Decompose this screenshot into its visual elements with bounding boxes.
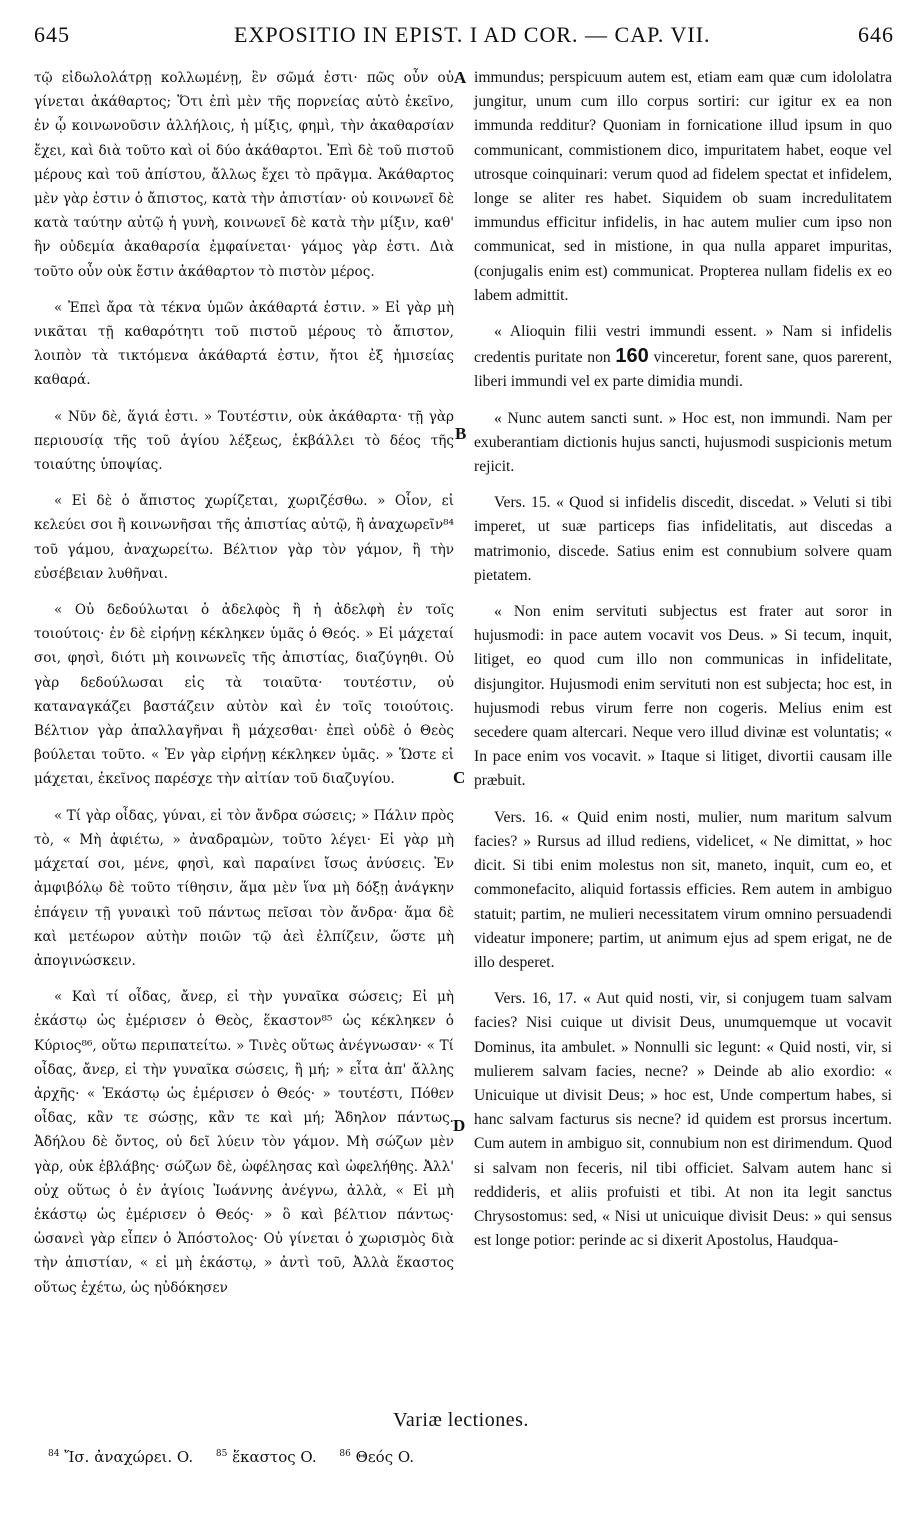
latin-paragraph: « Non enim servituti subjectus est frater aut soror in hujusmodi: in pace autem vocavit vos Deus. » Si tecum, inquit, litiget, eo quod cum illo non communicas in infidelitate, disjungitor. Hujusmodi enim servituti non est subjecta; hoc est, in hujusmodi rebus virum ferre non cogeris. Melius enim est secedere quam altercari. Neque vero illud divinæ est voluntatis; « In pace enim vos vocavit. » Itaque si litiget, divortii causam ille præbuit. <box>474 603 892 790</box>
section-marker-c: C <box>453 768 466 787</box>
greek-column <box>34 66 454 1300</box>
greek-paragraph: « Τί γὰρ οἶδας, γύναι, εἰ τὸν ἄνδρα σώσεις; » Πάλιν πρὸς τὸ, « Μὴ ἀφιέτω, » ἀναδραμὼν, τοῦτο λέγει· Εἰ γὰρ μὴ μάχεταί σοι, μένε, φησὶ, καὶ παραίνει ἴσως ἀνύσεις. Ἐν ἀμφιβόλῳ δὲ τοῦτο τίθησιν, ἅμα μὲν ἵνα μὴ δόξῃ ἀνάγκην ἐπάγειν τῇ γυναικὶ τοῦ πάντως πεῖσαι τὸν ἄνδρα· ἅμα δὲ καὶ μετέωρον αὐτὴν ποιῶν τῷ ἀεὶ ἐλπίζειν, ὥστε μὴ ἀπογινώσκειν. <box>34 807 454 969</box>
greek-paragraph: « Ἐπεὶ ἄρα τὰ τέκνα ὑμῶν ἀκάθαρτά ἐστιν. » Εἰ γὰρ μὴ νικᾶται τῇ καθαρότητι τοῦ πιστοῦ μέρους τὸ ἄπιστον, λοιπὸν τὰ τικτόμενα ἀκάθαρτά ἐστιν, ἤτοι ἐξ ἡμισείας καθαρά. <box>34 299 454 389</box>
column-number: 160 <box>615 345 649 368</box>
section-marker-a: A <box>454 68 467 87</box>
running-title: EXPOSITIO IN EPIST. I AD COR. — CAP. VII. <box>234 22 711 47</box>
footnote <box>48 1448 193 1466</box>
variae-lectiones-heading: Variæ lectiones. <box>393 1409 529 1431</box>
footnote-text: Ἴσ. ἀναχώρει. O. <box>64 1448 194 1466</box>
latin-paragraph: immundus; perspicuum autem est, etiam eam quæ cum idololatra jungitur, unum cum illo corpus sortiri: cur igitur ex ea non immunda redditur? Quoniam in fornicatione illud ipsum in quo communicant, commistionem dico, impuritatem habet, eoque vel utrosque coinquinari: verum quod ad fidelem spectat et infidelem, longe se aliter res habet. Siquidem ob suam incredulitatem immundus efficitur infidelis, in hac autem mulier cum ipso non communicat, sed in mistione, in qua nulla apparet impuritas, (conjugalis enim est) communicat. Propterea nullam fidelis ex eo labem admittit. <box>474 69 892 304</box>
footnote-ref: 86 <box>339 1449 351 1459</box>
latin-paragraph: « Nunc autem sancti sunt. » Hoc est, non immundi. Nam per exuberantiam dictionis hujus sancti, hujusmodi suspicionis metum rejicit. <box>474 409 892 476</box>
footnote-text: ἕκαστος O. <box>232 1448 317 1466</box>
page-number-right: 646 <box>858 22 894 47</box>
section-marker-d: D <box>453 1116 466 1135</box>
latin-column <box>474 66 892 1253</box>
footnote-text: Θεός O. <box>355 1448 415 1466</box>
footnotes <box>48 1448 432 1466</box>
latin-paragraph: Vers. 16. « Quid enim nosti, mulier, num maritum salvum facies? » Rursus ad illud rediens, videlicet, « Ne dimittat, » hoc dicit. Si tibi enim molestus non sit, maneto, inquit, cum eo, et commonefacito, aliquid fortassis efficies. Rem autem in ambiguo statuit; partim, ne mulieri necessitatem virum omnino persuadendi videatur imponere; partim, ut animum ejus ad spem erigat, ne de illo desperet. <box>474 808 892 971</box>
footnote <box>216 1448 317 1466</box>
footnote-ref: 84 <box>48 1449 60 1459</box>
latin-text: « Alioquin filii vestri immundi essent. » Nam si infidelis credentis puritate non <box>474 323 892 367</box>
page-number-left: 645 <box>34 22 70 47</box>
latin-paragraph <box>474 320 892 395</box>
greek-paragraph: τῷ εἰδωλολάτρῃ κολλωμένῃ, ἓν σῶμά ἐστι· πῶς οὖν οὐ γίνεται ἀκάθαρτος; Ὅτι ἐπὶ μὲν τῆς πορνείας αὐτὸ ἐκεῖνο, ἐν ᾧ κοινωνοῦσιν ἀλλήλοις, ἡ μίξις, φημὶ, τὴν ἀκαθαρσίαν ἔχει, καὶ διὰ τοῦτο καὶ οἱ δύο ἀκάθαρτοι. Ἐπὶ δὲ τοῦ πιστοῦ μέρους καὶ τοῦ ἀπίστου, ἄλλως ἔχει τὸ πρᾶγμα. Ἀκάθαρτος μὲν γὰρ ἐστιν ὁ ἄπιστος, κατὰ τὴν ἀπιστίαν· οὐ κοινωνεῖ δὲ κατὰ ταύτην αὐτῷ ἡ γυνὴ, κοινωνεῖ δὲ κατὰ τὴν μίξιν, καθ' ἣν οὐδεμία ἀκαθαρσία ἐμφαίνεται· γάμος γὰρ ἐστι. Διὰ τοῦτο οὖν οὐκ ἔστιν ἀκάθαρτον τὸ πιστὸν μέρος. <box>34 70 454 280</box>
footnote <box>339 1448 414 1466</box>
latin-paragraph: Vers. 15. « Quod si infidelis discedit, discedat. » Veluti si tibi imperet, ut suæ particeps fias infidelitatis, aut discedas a matrimonio, discede. Satius enim est connubium solvere quam pietatem. <box>474 494 892 584</box>
footnote-ref: 85 <box>215 1449 228 1459</box>
running-head <box>34 22 894 46</box>
greek-paragraph: « Νῦν δὲ, ἅγιά ἐστι. » Τουτέστιν, οὐκ ἀκάθαρτα· τῇ γὰρ περιουσίᾳ τῆς τοῦ ἁγίου λέξεως, ἐκβάλλει τὸ δέος τῆς τοιαύτης ὑποψίας. <box>34 408 454 474</box>
latin-text: vinceretur, forent sane, quos parerent, liberi immundi vel ex parte dimidia mundi. <box>474 349 892 391</box>
latin-paragraph: Vers. 16, 17. « Aut quid nosti, vir, si conjugem tuam salvam facies? Nisi cuique ut divisit Deus, unumquemque ut vocavit Dominus, ita ambulet. » Nonnulli sic legunt: « Quid nosti, vir, si mulierem salvam facies, necne? » Deinde ab alio exordio: « Unicuique ut divisit Deus; » hoc est, Unde compertum habes, si hanc salvam facturus sis necne? id quidem est prorsus incertum. Cum autem in ambiguo sit, connubium non est dirimendum. Quod si salvam non feceris, nil tibi officiet. Salvam autem hanc si reddideris, et aliis profuisti et tibi. At non ita legit sanctus Chrysostomus: sed, « Nisi ut unicuique divisit Deus: » qui sensus est longe potior: perinde ac si dixerit Apostolus, Haudqua- <box>474 990 892 1250</box>
section-marker-b: B <box>455 424 467 443</box>
greek-paragraph: « Καὶ τί οἶδας, ἄνερ, εἰ τὴν γυναῖκα σώσεις; Εἰ μὴ ἑκάστῳ ὡς ἐμέρισεν ὁ Θεὸς, ἕκαστον⁸⁵ ὡς κέκληκεν ὁ Κύριος⁸⁶, οὕτω περιπατείτω. » Τινὲς οὕτως ἀνέγνωσαν· « Τί οἶδας, ἄνερ, εἰ τὴν γυναῖκα σώσεις, ἢ μή; » εἶτα ἀπ' ἄλλης ἀρχῆς· « Ἑκάστῳ ὡς ἐμέρισεν ὁ Θεός· » τουτέστι, Πόθεν οἶδας, κἂν τε σώσῃς, κἂν τε καὶ μή; Ἄδηλον πάντως. Ἀδήλου δὲ ὄντος, οὐ δεῖ λύειν τὸν γάμον. Μὴ σώζων μὲν γὰρ, οὐκ ἐβλάβης· σώζων δὲ, ὠφέλησας καὶ ὠφελήθης. Ἀλλ' οὐχ οὕτως ὁ ἐν ἁγίοις Ἰωάννης ἀνέγνω, ἀλλὰ, « Εἰ μὴ ἑκάστῳ ὡς ἐμέρισεν ὁ Θεός· » ὃ καὶ βέλτιον πάντως· ὡσανεὶ γὰρ εἶπεν ὁ Ἀπόστολος· Οὐ γίνεται ὁ χωρισμὸς διὰ τὴν ἀπιστίαν, « εἰ μὴ ἑκάστῳ, » ἀντὶ τοῦ, Ἀλλὰ ἕκαστος οὕτως ἐχέτω, ὡς ηὐδόκησεν <box>34 989 454 1296</box>
greek-paragraph: « Οὐ δεδούλωται ὁ ἀδελφὸς ἢ ἡ ἀδελφὴ ἐν τοῖς τοιούτοις· ἐν δὲ εἰρήνῃ κέκληκεν ὑμᾶς ὁ Θεός. » Εἰ μάχεταί σοι, φησὶ, διότι μὴ κοινωνεῖς τῆς ἀπιστίας, διαζύγηθι. Οὐ γὰρ δεδούλωσαι εἰς τὰ τοιαῦτα· τουτέστιν, οὐ καταναγκάζει βαστάζειν αὐτὸν καὶ ἐν τοῖς τοιούτοις. Βέλτιον γὰρ ἀπαλλαγῆναι ἢ μάχεσθαι· ἐπεὶ οὐδὲ ὁ Θεὸς βούλεται τοῦτο. « Ἐν γὰρ εἰρήνῃ κέκληκεν ὑμᾶς. » Ὥστε εἰ μάχεται, ἐκεῖνος παρέσχε τὴν αἰτίαν τοῦ διαζυγίου. <box>34 602 454 788</box>
greek-paragraph: « Εἰ δὲ ὁ ἄπιστος χωρίζεται, χωριζέσθω. » Οἷον, εἰ κελεύει σοι ἢ κοινωνῆσαι τῆς ἀπιστίας αὐτῷ, ἢ ἀναχωρεῖν⁸⁴ τοῦ γάμου, ἀναχωρείτω. Βέλτιον γὰρ τὸν γάμον, ἢ τὴν εὐσέβειαν λυθῆναι. <box>34 493 454 582</box>
